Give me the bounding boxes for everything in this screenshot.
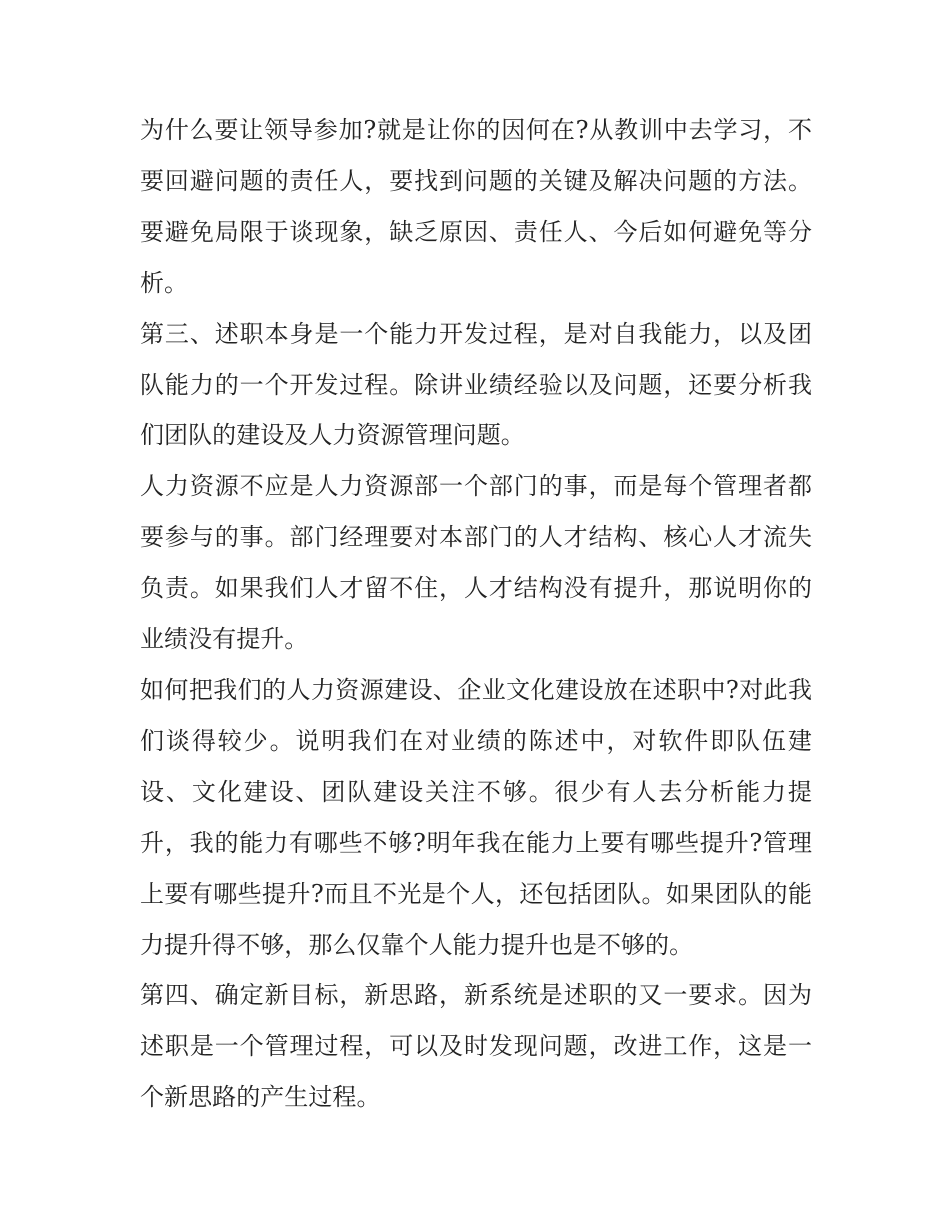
- document-page: [140, 105, 812, 1123]
- paragraph-1: 为什么要让领导参加?就是让你的因何在?从教训中去学习，不要回避问题的责任人，要找到问题的关键及解决问题的方法。要避免局限于谈现象，缺乏原因、责任人、今后如何避免等分析。: [140, 116, 812, 297]
- paragraph-2: 第三、述职本身是一个能力开发过程，是对自我能力，以及团队能力的一个开发过程。除讲业绩经验以及问题，还要分析我们团队的建设及人力资源管理问题。: [140, 319, 812, 450]
- paragraph-4: 如何把我们的人力资源建设、企业文化建设放在述职中?对此我们谈得较少。说明我们在对业绩的陈述中，对软件即队伍建设、文化建设、团队建设关注不够。很少有人去分析能力提升，我的能力有哪些不够?明年我在能力上要有哪些提升?管理上要有哪些提升?而且不光是个人，还包括团队。如果团队的能力提升得不够，那么仅靠个人能力提升也是不够的。: [140, 675, 812, 959]
- paragraph-3: 人力资源不应是人力资源部一个部门的事，而是每个管理者都要参与的事。部门经理要对本部门的人才结构、核心人才流失负责。如果我们人才留不住，人才结构没有提升，那说明你的业绩没有提升。: [140, 472, 812, 654]
- paragraph-5: 第四、确定新目标，新思路，新系统是述职的又一要求。因为述职是一个管理过程，可以及时发现问题，改进工作，这是一个新思路的产生过程。: [140, 981, 812, 1112]
